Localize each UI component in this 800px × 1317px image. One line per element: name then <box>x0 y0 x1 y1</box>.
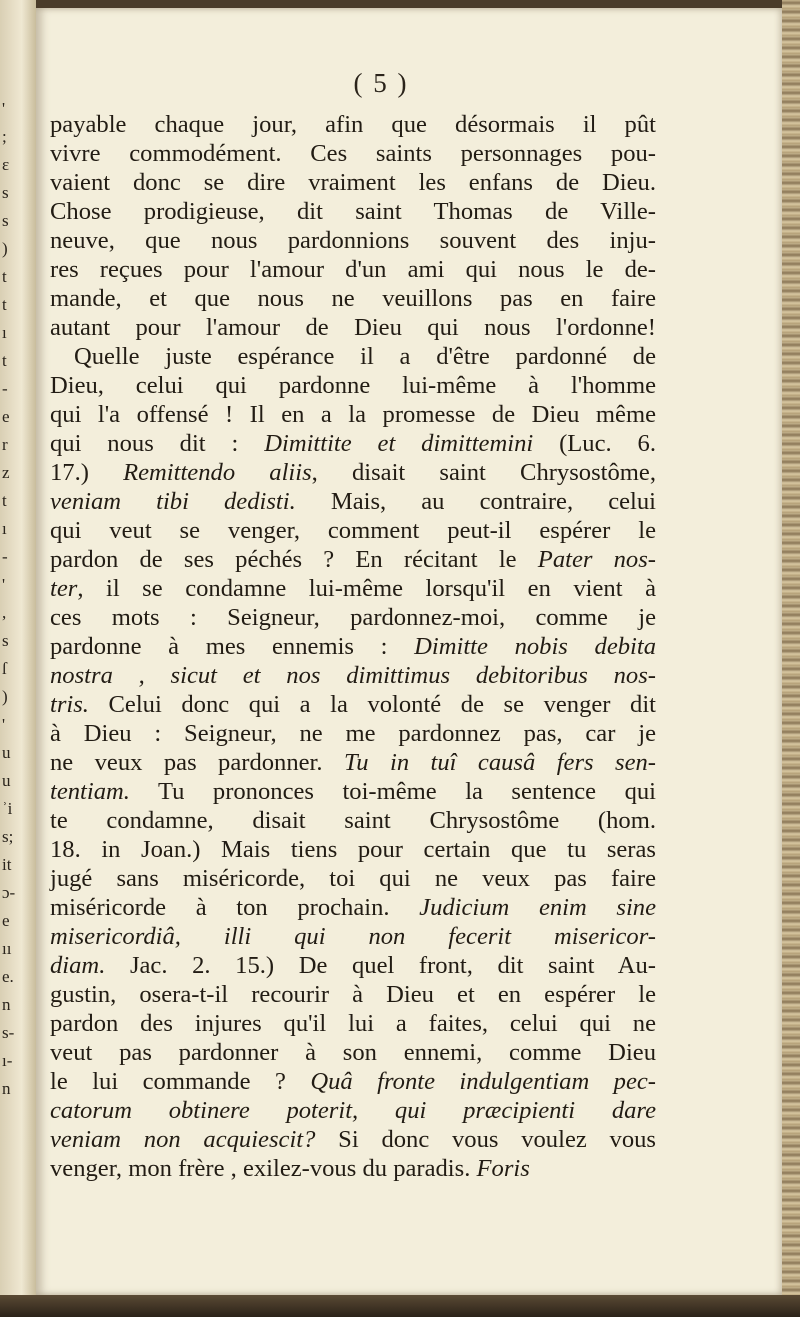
italic-latin-text: misericordiâ, illi qui non fecerit misericor- <box>50 923 656 950</box>
margin-fragment: u <box>2 771 11 790</box>
text-segment: pardon de ses péchés ? En récitant le <box>50 546 538 573</box>
text-segment: pardonne à mes ennemis : <box>50 633 415 660</box>
italic-latin-text: Pater nos- <box>537 546 656 573</box>
margin-fragment: s <box>2 183 9 202</box>
margin-fragment: ) <box>2 687 8 706</box>
text-line <box>50 255 656 284</box>
text-segment: à Dieu : Seigneur, ne me pardonnez pas, car je <box>50 720 656 747</box>
margin-fragment: ſ <box>2 659 7 678</box>
text-line <box>50 429 656 458</box>
text-line <box>50 632 656 661</box>
text-line <box>50 487 656 516</box>
text-segment: neuve, que nous pardonnions souvent des inju- <box>50 227 656 254</box>
text-line <box>50 922 656 951</box>
text-line <box>50 1009 656 1038</box>
italic-latin-text: Tu in tuî causâ fers sen- <box>343 749 656 776</box>
text-segment: , disait saint Chrysostôme, <box>311 459 656 486</box>
text-segment: Celui donc qui a la volonté de se venger dit <box>88 691 656 718</box>
text-segment: 17.) <box>50 459 124 486</box>
text-line <box>50 458 656 487</box>
italic-latin-text: nostra , sicut et nos dimittimus debitoribus nos- <box>50 662 656 689</box>
text-segment: 18. in Joan.) Mais tiens pour certain que tu seras <box>50 836 656 863</box>
text-line <box>50 777 656 806</box>
margin-fragment: u <box>2 743 11 762</box>
text-segment: , il se condamne lui-même lorsqu'il en vient à <box>77 575 656 602</box>
book-page <box>36 8 782 1295</box>
text-line <box>50 1125 656 1154</box>
italic-latin-text: Dimitte nobis debita <box>414 633 656 660</box>
margin-fragment: s; <box>2 827 14 846</box>
text-segment: qui l'a offensé ! Il en a la promesse de Dieu même <box>50 401 656 428</box>
text-line <box>50 1154 656 1183</box>
margin-fragment: ɔ- <box>2 883 16 902</box>
text-line <box>50 1038 656 1067</box>
italic-latin-text: tris. <box>50 691 89 718</box>
italic-latin-text: diam. <box>50 952 106 979</box>
margin-fragment: z <box>2 463 10 482</box>
italic-latin-text: Dimittite et dimittemini <box>264 430 534 457</box>
text-segment: autant pour l'amour de Dieu qui nous l'ordonne! <box>50 314 656 341</box>
margin-fragment: t <box>2 295 7 314</box>
text-segment: Tu prononces toi-même la sentence qui <box>129 778 656 805</box>
text-line <box>50 400 656 429</box>
italic-latin-text: Judicium enim sine <box>419 894 656 921</box>
margin-fragment: ; <box>2 127 7 146</box>
text-line <box>50 284 656 313</box>
text-segment: jugé sans miséricorde, toi qui ne veux pas faire <box>50 865 656 892</box>
text-line <box>50 197 656 226</box>
margin-fragment: n <box>2 1079 11 1098</box>
margin-fragment: t <box>2 351 7 370</box>
margin-fragment: ɛ <box>2 155 10 174</box>
margin-fragment: it <box>2 855 12 874</box>
text-line <box>50 371 656 400</box>
text-segment: miséricorde à ton prochain. <box>50 894 420 921</box>
text-line <box>50 226 656 255</box>
text-segment: Chose prodigieuse, dit saint Thomas de Ville- <box>50 198 656 225</box>
margin-fragment: e <box>2 911 10 930</box>
margin-fragment: ıı <box>2 939 12 958</box>
text-line <box>50 661 656 690</box>
text-segment: gustin, osera-t-il recourir à Dieu et en espérer le <box>50 981 656 1008</box>
text-segment: qui nous dit : <box>50 430 265 457</box>
text-segment: veut pas pardonner à son ennemi, comme Dieu <box>50 1039 656 1066</box>
text-segment: Si donc vous voulez vous <box>315 1126 656 1153</box>
margin-fragment: ' <box>2 99 6 118</box>
text-line <box>50 603 656 632</box>
body-text <box>50 110 656 1183</box>
margin-fragment: ' <box>2 715 6 734</box>
margin-fragment: t <box>2 267 7 286</box>
text-segment: payable chaque jour, afin que désormais il pût <box>50 111 656 138</box>
text-line <box>50 545 656 574</box>
text-line <box>50 690 656 719</box>
italic-latin-text: veniam tibi dedisti. <box>50 488 296 515</box>
margin-fragment: t <box>2 491 7 510</box>
margin-fragment: ) <box>2 239 8 258</box>
text-line <box>50 139 656 168</box>
margin-fragment: s- <box>2 1023 15 1042</box>
margin-fragment: ' <box>2 575 6 594</box>
margin-fragment: - <box>2 547 8 566</box>
italic-latin-text: Foris <box>476 1155 530 1182</box>
text-line <box>50 806 656 835</box>
italic-latin-text: ter <box>50 575 78 602</box>
margin-fragment: s <box>2 211 9 230</box>
margin-fragment: - <box>2 379 8 398</box>
text-segment: le lui commande ? <box>50 1068 311 1095</box>
text-line <box>50 110 656 139</box>
italic-latin-text: veniam non acquiescit? <box>50 1126 316 1153</box>
margin-fragment: ı <box>2 323 7 342</box>
text-line <box>50 516 656 545</box>
facing-page-margin <box>0 0 36 1317</box>
text-segment: Dieu, celui qui pardonne lui-même à l'homme <box>50 372 656 399</box>
text-line <box>50 168 656 197</box>
text-segment: venger, mon frère , exilez-vous du paradis. <box>50 1155 477 1182</box>
text-line <box>50 1067 656 1096</box>
text-line <box>50 748 656 777</box>
text-segment: mande, et que nous ne veuillons pas en faire <box>50 285 656 312</box>
text-line <box>50 980 656 1009</box>
margin-fragment: e <box>2 407 10 426</box>
italic-latin-text: Quâ fronte indulgentiam pec- <box>310 1068 656 1095</box>
text-segment: vivre commodément. Ces saints personnages pou- <box>50 140 656 167</box>
text-segment: ne veux pas pardonner. <box>50 749 344 776</box>
text-line <box>50 313 656 342</box>
text-line <box>50 951 656 980</box>
text-segment: vaient donc se dire vraiment les enfans de Dieu. <box>50 169 656 196</box>
margin-fragment: e. <box>2 967 14 986</box>
margin-fragment: ı- <box>2 1051 13 1070</box>
margin-fragment: ʾi <box>2 799 13 818</box>
text-segment: Jac. 2. 15.) De quel front, dit saint Au- <box>105 952 656 979</box>
page-stack-edge <box>782 0 800 1317</box>
margin-fragment: r <box>2 435 8 454</box>
italic-latin-text: tentiam. <box>50 778 130 805</box>
margin-fragment: , <box>2 603 7 622</box>
italic-latin-text: catorum obtinere poterit, qui præcipienti dare <box>50 1097 656 1124</box>
text-segment: res reçues pour l'amour d'un ami qui nous le de- <box>50 256 656 283</box>
text-line <box>50 1096 656 1125</box>
margin-fragment: s <box>2 631 9 650</box>
book-bottom-edge <box>0 1295 800 1317</box>
text-line <box>50 342 656 371</box>
text-segment: Mais, au contraire, celui <box>295 488 656 515</box>
text-segment: pardon des injures qu'il lui a faites, celui qui ne <box>50 1010 656 1037</box>
margin-fragment: ı <box>2 519 7 538</box>
text-segment: te condamne, disait saint Chrysostôme (hom. <box>50 807 656 834</box>
page-number: ( 5 ) <box>353 68 409 98</box>
text-line <box>50 574 656 603</box>
text-line <box>50 864 656 893</box>
text-segment: Quelle juste espérance il a d'être pardonné de <box>74 343 656 370</box>
margin-fragment: n <box>2 995 11 1014</box>
text-line <box>50 719 656 748</box>
text-segment: qui veut se venger, comment peut-il espérer le <box>50 517 656 544</box>
text-segment: (Luc. 6. <box>533 430 656 457</box>
book-top-edge <box>0 0 800 8</box>
text-segment: ces mots : Seigneur, pardonnez-moi, comme je <box>50 604 656 631</box>
text-line <box>50 835 656 864</box>
italic-latin-text: Remittendo aliis <box>123 459 312 486</box>
text-line <box>50 893 656 922</box>
